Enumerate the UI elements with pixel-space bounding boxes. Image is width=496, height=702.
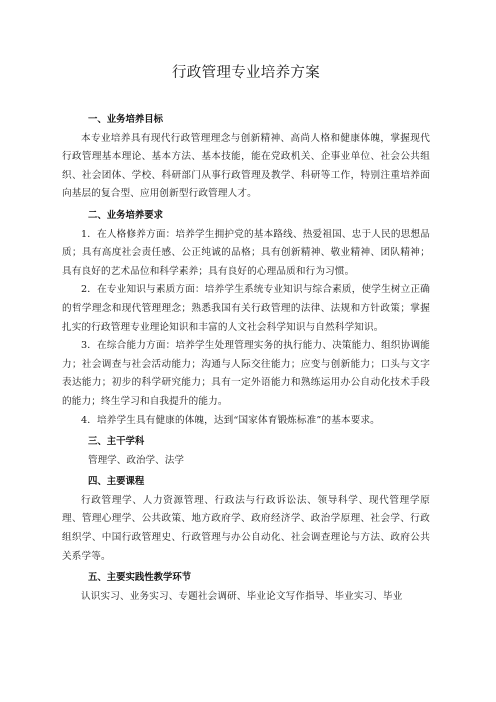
document-body [62, 111, 430, 606]
section-heading-practice: 五、主要实践性教学环节 [88, 572, 192, 584]
goals-paragraph: 本专业培养具有现代行政管理理念与创新精神、高尚人格和健康体魄，掌握现代行政管理基本理论、基本方法、基本技能，能在党政机关、企事业单位、社会公共组织、社会团体、学校、科研部门从事行政管理及教学、科研等工作，特别注重培养面向基层的复合型、应用创新型行政管理人才。 [62, 132, 430, 200]
document-title: 行政管理专业培养方案 [172, 65, 320, 81]
section-heading-main-disciplines: 三、主干学科 [88, 436, 145, 448]
requirement-paragraph-4: 4．培养学生具有健康的体魄，达到“国家体育锻炼标准”的基本要求。 [81, 414, 380, 426]
section-heading-goals: 一、业务培养目标 [88, 114, 164, 125]
section-heading-main-courses: 四、主要课程 [88, 476, 145, 488]
practice-paragraph: 认识实习、业务实习、专题社会调研、毕业论文写作指导、毕业实习、毕业 [81, 590, 403, 602]
requirement-paragraph-2: 2．在专业知识与素质方面：培养学生系统专业知识与综合素质，使学生树立正确的哲学理念和现代管理理念；熟悉我国有关行政管理的法律、法规和方针政策；掌握扎实的行政管理专业理论知识和丰富的人文社会科学知识与自然科学知识。 [62, 284, 430, 333]
section-heading-requirements: 二、业务培养要求 [88, 209, 164, 221]
main-courses-paragraph: 行政管理学、人力资源管理、行政法与行政诉讼法、领导科学、现代管理学原理、管理心理学、公共政策、地方政府学、政府经济学、政治学原理、社会学、行政组织学、中国行政管理史、行政管理与办公自动化、社会调查理论与方法、政府公共关系学等。 [62, 494, 430, 562]
main-disciplines-text: 管理学、政治学、法学 [88, 454, 184, 466]
requirement-paragraph-3: 3．在综合能力方面：培养学生处理管理实务的执行能力、决策能力、组织协调能力；社会调查与社会活动能力；沟通与人际交往能力；应变与创新能力；口头与文字表达能力；初步的科学研究能力；具有一定外语能力和熟练运用办公自动化技术手段的能力；终生学习和自我提升的能力。 [62, 340, 430, 407]
requirement-paragraph-1: 1．在人格修养方面：培养学生拥护党的基本路线、热爱祖国、忠于人民的思想品质；具有高度社会责任感、公正纯诚的品格；具有创新精神、敬业精神、团队精神；具有良好的艺术品位和科学素养；具有良好的心理品质和行为习惯。 [62, 228, 430, 277]
